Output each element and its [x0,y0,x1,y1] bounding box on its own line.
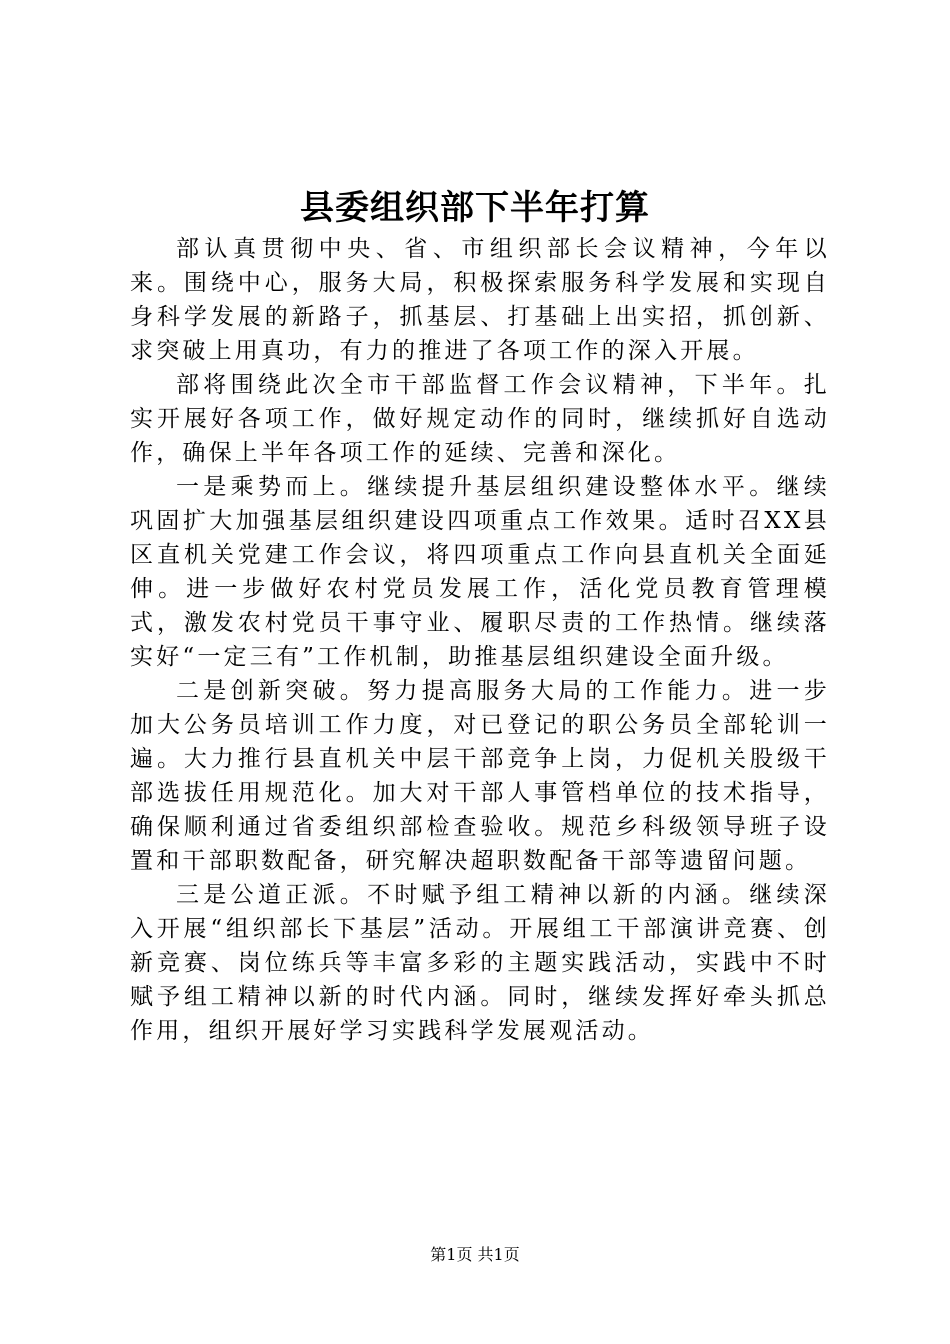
paragraph-point-three: 三是公道正派。不时赋予组工精神以新的内涵。继续深入开展“组织部长下基层”活动。开展组工干部演讲竞赛、创新竞赛、岗位练兵等丰富多彩的主题实践活动，实践中不时赋予组工精神以新的时代内涵。同时，继续发挥好牵头抓总作用，组织开展好学习实践科学发展观活动。 [130,882,830,1044]
paragraph-point-one: 一是乘势而上。继续提升基层组织建设整体水平。继续巩固扩大加强基层组织建设四项重点工作效果。适时召XX县区直机关党建工作会议，将四项重点工作向县直机关全面延伸。进一步做好农村党员发展工作，活化党员教育管理模式，激发农村党员干事守业、履职尽责的工作热情。继续落实好“一定三有”工作机制，助推基层组织建设全面升级。 [130,474,830,670]
document-title: 县委组织部下半年打算 [300,188,650,228]
paragraph-intro: 部认真贯彻中央、省、市组织部长会议精神，今年以来。围绕中心，服务大局，积极探索服务科学发展和实现自身科学发展的新路子，抓基层、打基础上出实招，抓创新、求突破上用真功，有力的推进了各项工作的深入开展。 [130,236,830,364]
paragraph-point-two: 二是创新突破。努力提高服务大局的工作能力。进一步加大公务员培训工作力度，对已登记的职公务员全部轮训一遍。大力推行县直机关中层干部竞争上岗，力促机关股级干部选拔任用规范化。加大对干部人事管档单位的技术指导，确保顺利通过省委组织部检查验收。规范乡科级领导班子设置和干部职数配备，研究解决超职数配备干部等遗留问题。 [130,678,830,874]
document-body [130,232,830,1048]
paragraph-plan: 部将围绕此次全市干部监督工作会议精神，下半年。扎实开展好各项工作，做好规定动作的同时，继续抓好自选动作，确保上半年各项工作的延续、完善和深化。 [130,372,830,466]
page-number-footer: 第1页 共1页 [430,1245,520,1264]
